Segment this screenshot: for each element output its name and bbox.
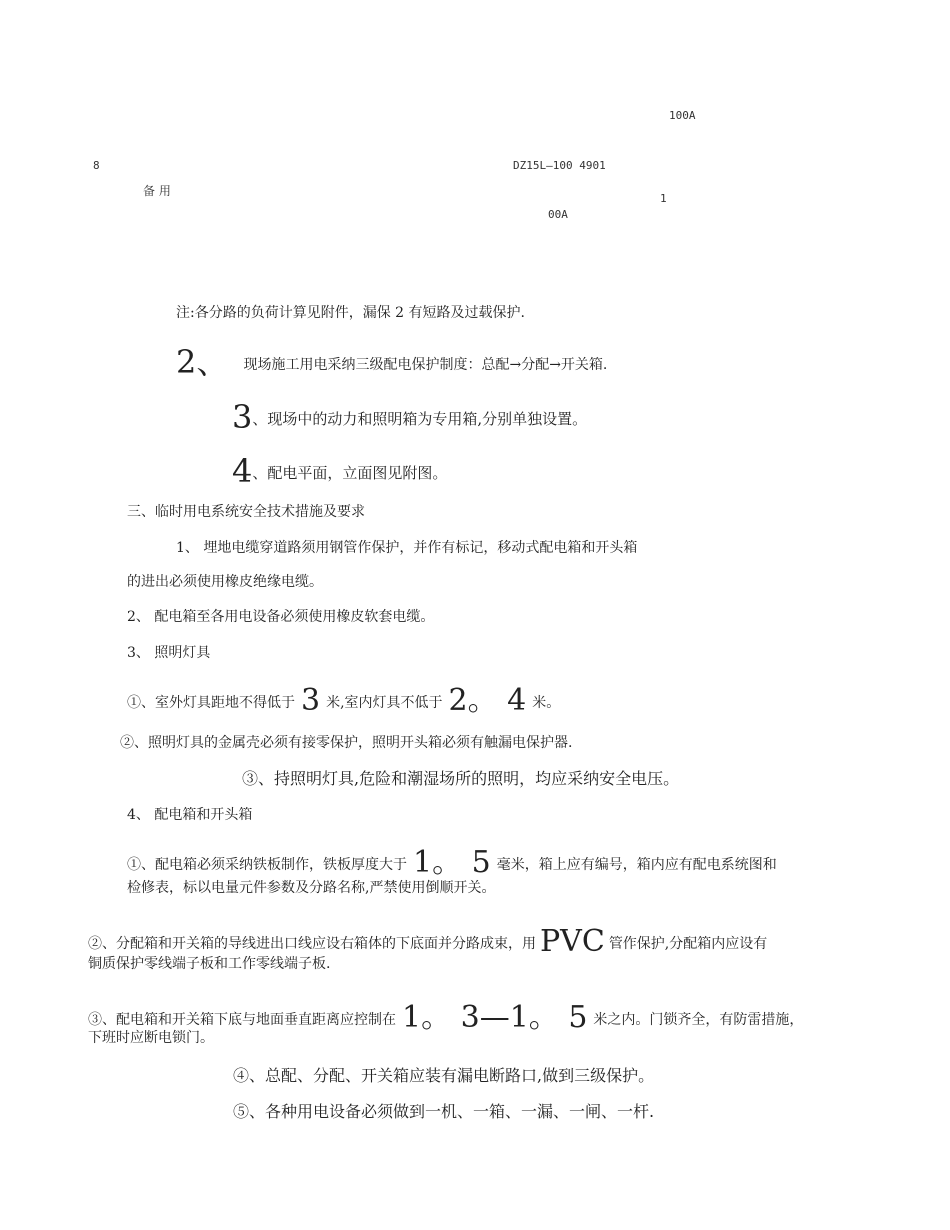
item-4-text: 、配电平面，立面图见附图。 <box>252 464 448 482</box>
section-3-item-1-line-1: 1、 埋地电缆穿道路须用钢管作保护，并作有标记，移动式配电箱和开头箱 <box>176 540 638 556</box>
item-4-number: 4 <box>232 452 253 490</box>
lighting-rule-1-c: 米。 <box>532 695 561 711</box>
box-rule-3-line-2: 下班时应断电锁门。 <box>88 1030 214 1046</box>
section-3-heading: 三、临时用电系统安全技术措施及要求 <box>127 504 365 520</box>
item-2 <box>176 343 608 381</box>
box-rule-2-line-2: 铜质保护零线端子板和工作零线端子板. <box>88 956 331 972</box>
box-rule-3-b: 米之内。门锁齐全，有防雷措施， <box>593 1012 804 1028</box>
item-3-text: 、现场中的动力和照明箱为专用箱,分别单独设置。 <box>252 410 588 428</box>
table-cell-fragment-1: 1 <box>660 192 667 205</box>
section-3-item-4: 4、 配电箱和开头箱 <box>127 807 253 823</box>
item-2-number: 2、 <box>176 343 229 381</box>
lighting-rule-1-a: ①、室外灯具距地不得低于 <box>127 695 295 711</box>
box-rule-1-a: ①、配电箱必须采纳铁板制作，铁板厚度大于 <box>127 857 407 873</box>
item-4 <box>232 452 448 490</box>
table-cell-fragment-00a: 00A <box>548 208 568 221</box>
box-rule-1-line-2: 检修表，标以电量元件参数及分路名称,严禁使用倒顺开关。 <box>127 880 496 896</box>
lighting-rule-1-indoor-height: 2。 4 <box>448 683 527 718</box>
item-3 <box>232 398 588 436</box>
table-cell-100a: 100A <box>669 109 696 122</box>
table-cell-model: DZ15L—100 4901 <box>513 159 606 172</box>
table-cell-row-number: 8 <box>93 159 100 172</box>
box-rule-2-a: ②、分配箱和开关箱的导线进出口线应设右箱体的下底面并分路成束，用 <box>88 936 536 952</box>
lighting-rule-1-outdoor-height: 3 <box>301 683 321 718</box>
box-rule-4: ④、总配、分配、开关箱应装有漏电断路口,做到三级保护。 <box>233 1066 655 1085</box>
table-cell-spare: 备 用 <box>143 184 171 198</box>
box-rule-2-b: 管作保护,分配箱内应设有 <box>608 936 768 952</box>
box-rule-2-pvc: PVC <box>540 924 605 959</box>
box-rule-5: ⑤、各种用电设备必须做到一机、一箱、一漏、一闸、一杆. <box>233 1102 655 1121</box>
box-rule-1-thickness: 1。 5 <box>413 845 491 880</box>
box-rule-2 <box>88 924 768 959</box>
section-3-item-1-line-2: 的进出必须使用橡皮绝缘电缆。 <box>127 574 323 590</box>
note-text: 注:各分路的负荷计算见附件，漏保 2 有短路及过载保护. <box>176 305 525 321</box>
box-rule-1-b: 毫米，箱上应有编号，箱内应有配电系统图和 <box>496 857 777 873</box>
box-rule-1 <box>127 845 777 880</box>
section-3-item-2: 2、 配电箱至各用电设备必须使用橡皮软套电缆。 <box>127 609 435 625</box>
section-3-item-3: 3、 照明灯具 <box>127 645 211 661</box>
lighting-rule-1-b: 米,室内灯具不低于 <box>326 695 443 711</box>
lighting-rule-2: ②、照明灯具的金属壳必须有接零保护，照明开头箱必须有触漏电保护器. <box>120 735 573 751</box>
box-rule-3 <box>88 1000 804 1035</box>
box-rule-3-height-range: 1。 3—1。 5 <box>402 1000 588 1035</box>
lighting-rule-1 <box>127 683 561 718</box>
item-3-number: 3 <box>232 398 253 436</box>
lighting-rule-3: ③、持照明灯具,危险和潮湿场所的照明，均应采纳安全电压。 <box>242 769 680 788</box>
item-2-text: 现场施工用电采纳三级配电保护制度：总配→分配→开关箱. <box>243 357 608 373</box>
box-rule-3-a: ③、配电箱和开关箱下底与地面垂直距离应控制在 <box>88 1012 396 1028</box>
